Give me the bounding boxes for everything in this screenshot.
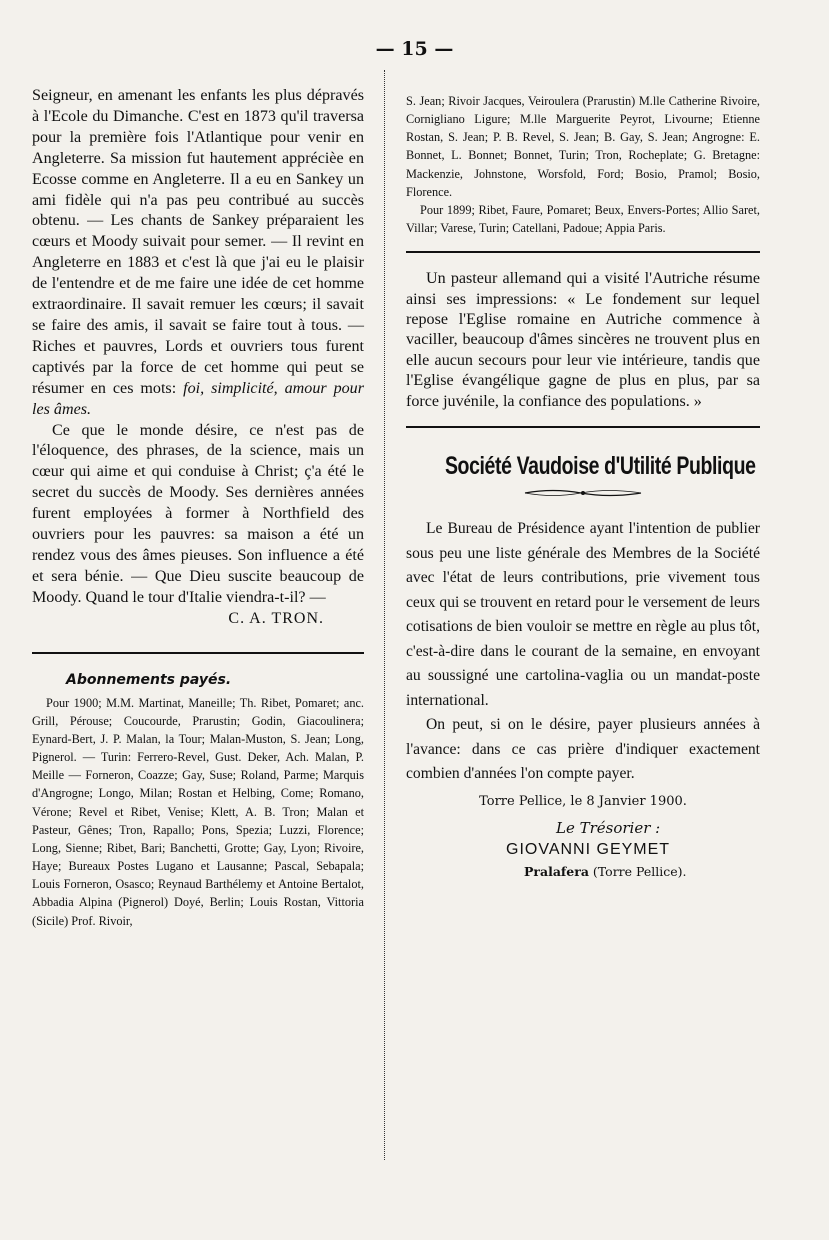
section-rule (406, 251, 760, 253)
treasurer-role: Le Trésorier : (556, 818, 661, 837)
society-title: Société Vaudoise d'Utilité Publique (444, 452, 756, 481)
society-notice (406, 517, 760, 787)
section-rule (32, 652, 364, 654)
abonnements-cont-text: S. Jean; Rivoir Jacques, Veiroulera (Prarustin) M.lle Catherine Rivoire, Cornigliano Ligure; M.lle Marguerite Peyrot, Livourne; Etienne Rostan, S. Jean; P. B. Revel, S. Jean; B. Gay, S. Jean; Angrogne: E. Bonnet, L. Bonnet; Bonnet, Turin; Tron, Rocheplate; G. Bretagne: Mackenzie, Johnstone, Worsfold, Ford; Bosio, Pramol; Bosio, Florence. (406, 94, 760, 199)
article-paragraph-1: Seigneur, en amenant les enfants les plus dépravés à l'Ecole du Dimanche. C'est en 1873 qu'il traversa pour la première fois l'Atlantique pour venir en Angleterre. Sa mission fut hautement apprécièe en Ecosse comme en Angleterre. Il a eu en Sankey un ami fidèle qui n'a pas peu contribué au succès obtenu. — Les chants de Sankey préparaient les cœurs et Moody suivait pour semer. — Il revint en Angleterre en 1883 et c'est là que j'ai eu le plaisir de l'entendre et de me faire une idée de cet homme extraordinaire. Il savait remuer les cœurs; il savait se faire des amis, il savait se faire tout à tous. — Riches et pauvres, Lords et ouvriers tous furent captivés par la force de cet homme qui peut se résumer en ces mots: (32, 87, 364, 397)
abonnements-continued (406, 92, 760, 237)
treasurer-address (524, 864, 760, 879)
article-italic-phrase: foi, simplicité, amour pour les âmes. (32, 379, 364, 418)
abonnements-list (32, 694, 364, 930)
ornament-divider-icon (523, 487, 643, 499)
article-paragraph-2: Ce que le monde désire, ce n'est pas de l'éloquence, des phrases, de la science, mais un cœur qui aime et qui conduise à Christ; ç'a été le secret du succès de Moody. Ses dernières années furent employées à former à Northfield des ouvriers pour les pauvres: sa maison a été un rendez vous des âmes pieuses. Son influence a été et sera bénie. — Que Dieu suscite beaucoup de Moody. Quand le tour d'Italie viendra-t-il? — (32, 421, 364, 606)
article-signature: C. A. TRON. (228, 609, 324, 627)
pasteur-paragraph (406, 269, 760, 412)
dateline: Torre Pellice, le 8 Janvier 1900. (479, 793, 687, 809)
address-rest: (Torre Pellice). (588, 863, 687, 879)
page-number: — 15 — (375, 38, 454, 60)
address-place: Pralafera (524, 863, 589, 879)
treasurer-name: GIOVANNI GEYMET (506, 840, 671, 858)
left-column (32, 86, 364, 930)
column-divider (384, 70, 386, 1160)
right-column (406, 92, 760, 879)
notice-paragraph-1: Le Bureau de Présidence ayant l'intention de publier sous peu une liste générale des Membres de la Société avec l'état de leurs contributions, prie vivement tous ceux qui se trouvent en retard pour le versement de leurs cotisations de bien vouloir se mettre en règle au plus tôt, c'est-à-dire dans le courant de la semaine, en envoyant au soussigné une cartolina-vaglia ou un mandat-poste international. (406, 520, 760, 709)
abonnements-heading: Abonnements payés. (66, 671, 232, 688)
notice-paragraph-2: On peut, si on le désire, payer plusieurs années à l'avance: dans ce cas prière d'indiquer exactement combien d'années l'on compte payer. (406, 716, 760, 783)
abonnements-1900: Pour 1900; M.M. Martinat, Maneille; Th. Ribet, Pomaret; anc. Grill, Pérouse; Coucourde, Prarustin; Godin, Giacoulinera; Eynard-Bert, J. P. Malan, la Tour; Malan-Muston, S. Jean; Long, Pignerol. — Turin: Ferrero-Revel, Gust. Deker, Ach. Malan, P. Meille — Forneron, Coazze; Gay, Suse; Roland, Parme; Marquis d'Angrogne; Longo, Milan; Rostan et Helbing, Come; Romano, Vérone; Revel et Ribet, Venise; Klett, A. B. Tron; Malan et Pasteur, Gênes; Tron, Rapallo; Pons, Spezia; Luzzi, Florence; Long, Sienne; Ribet, Bari; Banchetti, Grotte; Gay, Lyon; Rivoire, Haye; Bureaux Postes Lugano et Lausanne; Pascal, Sebapala; Louis Forneron, Osasco; Reynaud Barthélemy et Antoine Bertalot, Abbadia Alpina (Pignerol) Doyé, Berlin; Louis Rostan, Vittoria (Sicile) Prof. Rivoir, (32, 695, 364, 928)
abonnements-1899: Pour 1899; Ribet, Faure, Pomaret; Beux, Envers-Portes; Allio Saret, Villar; Varese, Turin; Catellani, Padoue; Appia Paris. (406, 202, 760, 236)
section-rule (406, 426, 760, 428)
moody-article (32, 86, 364, 609)
pasteur-text: Un pasteur allemand qui a visité l'Autriche résume ainsi ses impressions: « Le fondement sur lequel repose l'Eglise romaine en Autriche commence à vaciller, beaucoup d'âmes sincères ne trouvent plus en elle aucun secours pour leur vie intérieure, tandis que l'Eglise évangélique gagne de plus en plus, par sa force juvénile, la confiance des populations. » (406, 270, 760, 410)
